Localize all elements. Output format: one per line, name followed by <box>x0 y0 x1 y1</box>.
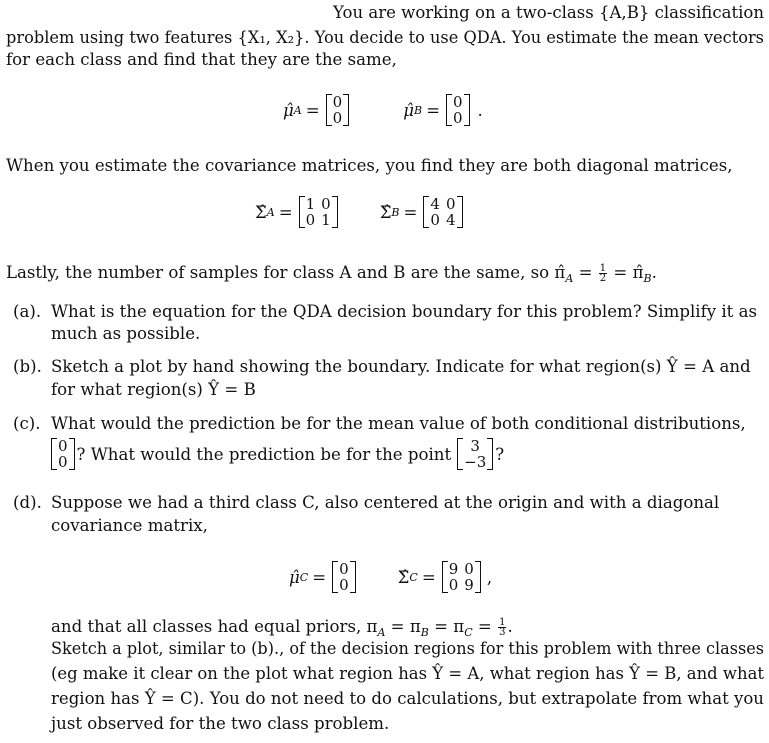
covariance-intro: When you estimate the covariance matrices, you find they are both diagonal matrices, <box>6 156 733 175</box>
item-b-label: (b). <box>13 357 42 376</box>
mu-b-subscript: B <box>414 103 423 117</box>
sigma-a-symbol: Σ̂ <box>255 202 267 222</box>
item-d-line-2: covariance matrix, <box>51 516 208 535</box>
mu-a-vector: 0 0 <box>326 94 350 126</box>
sigma-c-matrix: 9 0 0 9 <box>442 561 481 593</box>
sigma-b-matrix: 4 0 0 4 <box>423 196 462 228</box>
covariance-equation: Σ̂ A = 1 0 0 1 Σ̂ B = 4 0 0 4 <box>255 196 465 228</box>
item-a-line-2: much as possible. <box>51 324 201 343</box>
half-fraction: $\frac{1}{2}$ <box>599 263 607 284</box>
priors-line: Lastly, the number of samples for class A and B are the same, so $\pî_A$ = $\frac{1}{2}$ = $\pî_B$. <box>6 263 657 285</box>
class-c-equation: μ̂ C = 0 0 Σ̂ C = 9 0 0 9 , <box>289 560 493 594</box>
sigma-b-subscript: B <box>391 205 400 219</box>
item-d-label: (d). <box>13 493 42 512</box>
intro-line-1: You are working on a two-class {A,B} classification <box>333 3 765 22</box>
mean-vectors-equation: μ̂ A = 0 0 μ̂ B = 0 0 . <box>283 93 483 127</box>
sigma-a-subscript: A <box>266 205 275 219</box>
mu-a-subscript: A <box>293 103 302 117</box>
item-d-line-1: Suppose we had a third class C, also centered at the origin and with a diagonal <box>51 493 720 512</box>
mu-c-vector: 0 0 <box>332 561 356 593</box>
item-a-label: (a). <box>13 302 42 321</box>
mu-b-vector: 0 0 <box>446 94 470 126</box>
intro-line-2: problem using two features {X₁, X₂}. You decide to use QDA. You estimate the mean vectors <box>6 28 764 47</box>
mu-a-symbol: μ̂ <box>283 100 294 120</box>
item-c-line-1: What would the prediction be for the mean value of both conditional distributions, <box>51 414 746 433</box>
d-tail-line-5: just observed for the two class problem. <box>51 714 390 733</box>
item-b-line-2: for what region(s) Ŷ = B <box>51 380 256 399</box>
d-priors-line: and that all classes had equal priors, $\pi_A = \pi_B = \pi_C$ = $\frac{1}{3}$ . <box>51 617 513 639</box>
c-mean-vector: 0 0 <box>51 438 75 470</box>
sigma-b-symbol: Σ̂ <box>379 202 392 222</box>
third-fraction: $\frac{1}{3}$ <box>499 617 506 638</box>
item-a-line-1: What is the equation for the QDA decision boundary for this problem? Simplify it as <box>51 302 758 321</box>
mu-b-symbol: μ̂ <box>403 100 414 120</box>
c-point-vector: 3 −3 <box>457 438 493 470</box>
mu-c-symbol: μ̂ <box>289 567 300 587</box>
intro-line-3: for each class and find that they are the same, <box>6 50 397 69</box>
mu-c-subscript: C <box>299 570 309 584</box>
d-tail-line-4: region has Ŷ = C). You do not need to do calculations, but extrapolate from what you <box>51 689 764 708</box>
sigma-a-matrix: 1 0 0 1 <box>299 196 338 228</box>
sigma-c-subscript: C <box>409 570 418 584</box>
d-tail-line-2: Sketch a plot, similar to (b)., of the decision regions for this problem with three classes <box>51 639 765 658</box>
item-c-line-2: 0 0 ? What would the prediction be for the point 3 −3 ? <box>49 438 504 470</box>
item-b-line-1: Sketch a plot by hand showing the boundary. Indicate for what region(s) Ŷ = A and <box>51 357 751 376</box>
sigma-c-symbol: Σ̂ <box>397 567 410 587</box>
item-c-label: (c). <box>13 414 41 433</box>
d-tail-line-3: (eg make it clear on the plot what region has Ŷ = A, what region has Ŷ = B, and what <box>51 664 765 683</box>
